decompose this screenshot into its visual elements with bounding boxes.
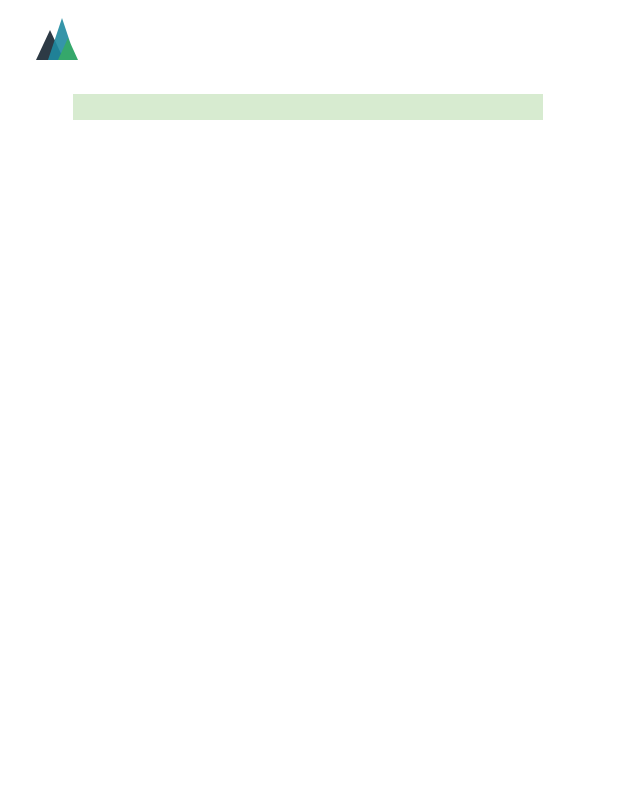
smarter-balanced-logo — [34, 14, 184, 64]
section-band-universal-tools — [73, 94, 543, 120]
logo-triangles-icon — [34, 14, 84, 62]
tools-table — [73, 84, 543, 120]
